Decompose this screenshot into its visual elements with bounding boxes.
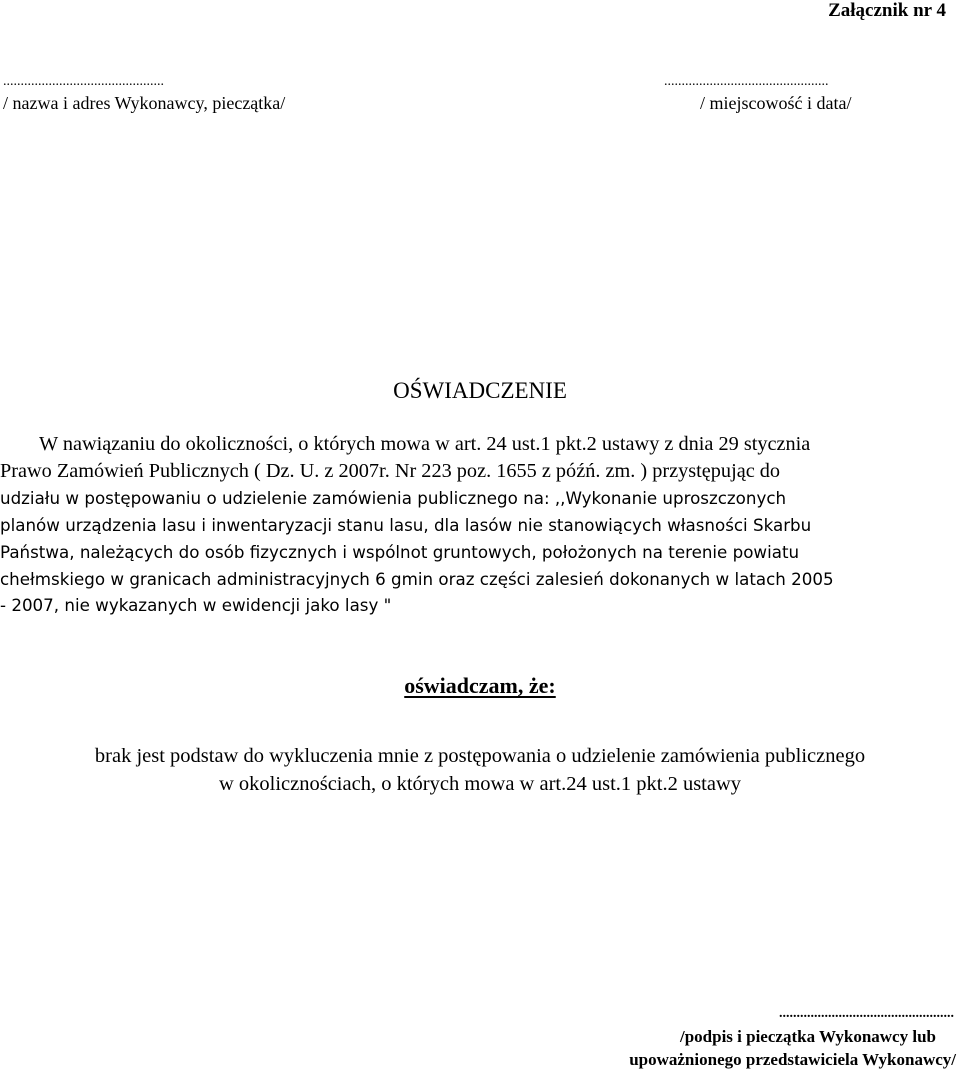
contractor-dots-line: .............................................. <box>3 74 164 89</box>
body-line-6: chełmskiego w granicach administracyjnych 6 gmin oraz części zalesień dokonanych w latach 2005 <box>0 568 834 589</box>
body-line-5: Państwa, należących do osób fizycznych i wspólnot gruntowych, położonych na terenie powiatu <box>0 541 800 562</box>
body-line-4: planów urządzenia lasu i inwentaryzacji stanu lasu, dla lasów nie stanowiących własności Skarbu <box>0 514 812 535</box>
statement-block <box>0 742 960 798</box>
declaration-heading <box>0 673 960 699</box>
place-date-label: / miejscowość i data/ <box>700 93 852 113</box>
body-line-7: - 2007, nie wykazanych w ewidencji jako lasy " <box>0 595 392 616</box>
body-line-1: W nawiązaniu do okoliczności, o których mowa w art. 24 ust.1 pkt.2 ustawy z dnia 29 stycznia <box>39 433 811 455</box>
body-line-2 <box>0 458 955 485</box>
declaration-heading-text: oświadczam, że: <box>404 673 556 698</box>
annex-number: Załącznik nr 4 <box>828 0 946 21</box>
body-line-3: udziału w postępowaniu o udzielenie zamówienia publicznego na: ,,Wykonanie uproszczonych <box>0 487 787 508</box>
statement-line-1: brak jest podstaw do wykluczenia mnie z postępowania o udzielenie zamówienia publicznego <box>94 745 866 767</box>
body-line-2-text: Prawo Zamówień Publicznych ( Dz. U. z 2007r. Nr 223 poz. 1655 z późń. zm. ) przystępując do <box>0 459 781 482</box>
place-date-dots-line: ............................................... <box>664 74 829 89</box>
signature-label-line-1: /podpis i pieczątka Wykonawcy lub <box>679 1027 936 1046</box>
signature-dots-line: .................................................. <box>779 1006 954 1021</box>
document-title: OŚWIADCZENIE <box>393 378 567 403</box>
contractor-name-label: / nazwa i adres Wykonawcy, pieczątka/ <box>3 93 286 113</box>
declaration-body <box>0 431 955 619</box>
signature-label-line-2: upoważnionego przedstawiciela Wykonawcy/ <box>629 1050 956 1069</box>
statement-line-2: w okolicznościach, o których mowa w art.24 ust.1 pkt.2 ustawy <box>218 773 742 795</box>
